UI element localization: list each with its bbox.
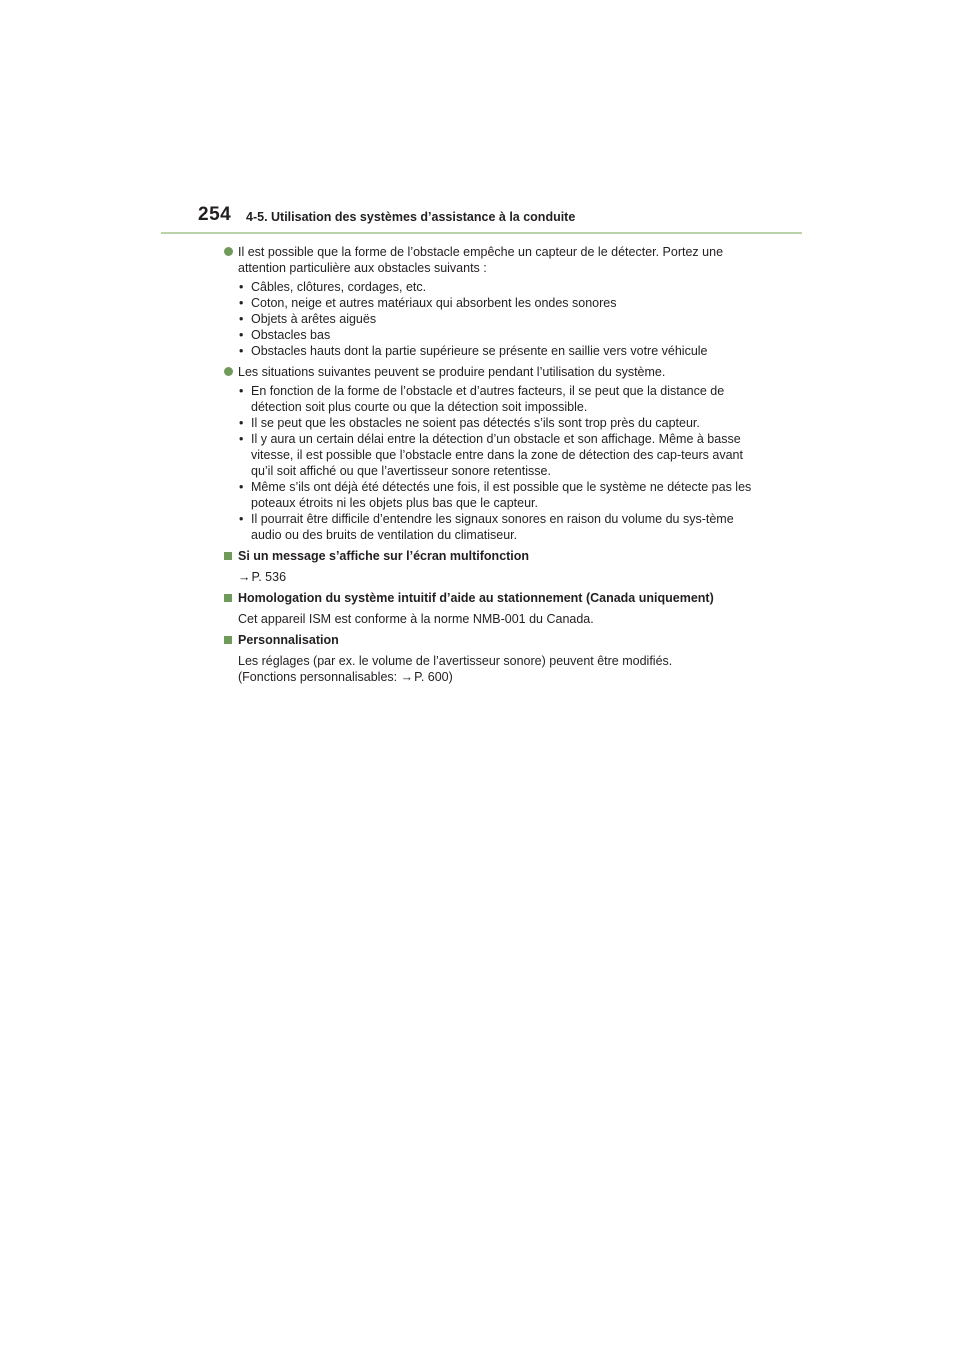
list-mark: • bbox=[239, 280, 244, 294]
page-reference-link[interactable]: P. 536 bbox=[251, 570, 287, 584]
list-item: • Câbles, clôtures, cordages, etc. bbox=[239, 280, 427, 294]
obstacle-list bbox=[238, 279, 764, 359]
list-mark: • bbox=[239, 416, 244, 430]
list-item: • Il pourrait être difficile d’entendre les signaux sonores en raison du volume du sys-tème audio ou des bruits de ventilation du climatiseur. bbox=[239, 512, 734, 542]
list-mark: • bbox=[239, 432, 244, 446]
bullet-text: Il est possible que la forme de l’obstacle empêche un capteur de le détecter. Portez une attention particulière aux obstacles suivants : bbox=[238, 245, 724, 275]
section-body-line: Les réglages (par ex. le volume de l’avertisseur sonore) peuvent être modifiés. bbox=[238, 654, 673, 668]
list-item: • Il se peut que les obstacles ne soient pas détectés s’ils sont trop près du capteur. bbox=[239, 416, 700, 430]
bullet-text: Les situations suivantes peuvent se produire pendant l’utilisation du système. bbox=[238, 365, 666, 379]
section-body-line: (Fonctions personnalisables: →P. 600) bbox=[238, 670, 453, 684]
arrow-right-icon: → bbox=[400, 670, 414, 684]
list-item: • Il y aura un certain délai entre la détection d’un obstacle et son affichage. Même à basse vitesse, il est possible que l’obstacle entre dans la zone de détection des cap-teurs avant qu’il soit affiché ou que l’avertisseur sonore retentisse. bbox=[239, 432, 743, 478]
section-heading: Homologation du système intuitif d’aide au stationnement (Canada uniquement) bbox=[238, 591, 714, 605]
list-mark: • bbox=[239, 328, 244, 342]
section-body bbox=[224, 653, 764, 685]
square-bullet-icon bbox=[224, 552, 232, 560]
section-body bbox=[224, 569, 764, 585]
list-item: • Coton, neige et autres matériaux qui absorbent les ondes sonores bbox=[239, 296, 617, 310]
bullet-dot-icon bbox=[224, 367, 233, 376]
bullet-system-situations bbox=[224, 364, 764, 380]
chapter-title: 4-5. Utilisation des systèmes d’assistance à la conduite bbox=[246, 210, 576, 224]
page-number: 254 bbox=[198, 204, 232, 225]
section-heading-homologation bbox=[224, 590, 764, 606]
square-bullet-icon bbox=[224, 594, 232, 602]
section-heading-message bbox=[224, 548, 764, 564]
square-bullet-icon bbox=[224, 636, 232, 644]
list-item: • Obstacles bas bbox=[239, 328, 331, 342]
page-header bbox=[198, 204, 802, 234]
arrow-right-icon: → bbox=[238, 570, 251, 584]
section-heading: Personnalisation bbox=[238, 633, 339, 647]
page-content bbox=[224, 244, 764, 685]
list-mark: • bbox=[239, 344, 244, 358]
section-heading: Si un message s’affiche sur l’écran multifonction bbox=[238, 549, 530, 563]
list-item: • Même s’ils ont déjà été détectés une fois, il est possible que le système ne détecte pas les poteaux étroits ni les objets plus bas que le capteur. bbox=[239, 480, 752, 510]
list-item: • En fonction de la forme de l’obstacle et d’autres facteurs, il se peut que la distance de détection soit plus courte ou que la détection soit impossible. bbox=[239, 384, 725, 414]
section-heading-personnalisation bbox=[224, 632, 764, 648]
section-body: Cet appareil ISM est conforme à la norme NMB-001 du Canada. bbox=[238, 612, 594, 626]
list-mark: • bbox=[239, 296, 244, 310]
list-mark: • bbox=[239, 480, 244, 494]
bullet-obstacle-shape bbox=[224, 244, 764, 276]
list-item: • Objets à arêtes aiguës bbox=[239, 312, 377, 326]
page-reference-link[interactable]: P. 600) bbox=[414, 670, 453, 684]
bullet-dot-icon bbox=[224, 247, 233, 256]
list-mark: • bbox=[239, 312, 244, 326]
list-mark: • bbox=[239, 384, 244, 398]
situation-list bbox=[238, 383, 764, 543]
list-item: • Obstacles hauts dont la partie supérieure se présente en saillie vers votre véhicule bbox=[239, 344, 708, 358]
header-rule bbox=[161, 232, 802, 234]
list-mark: • bbox=[239, 512, 244, 526]
